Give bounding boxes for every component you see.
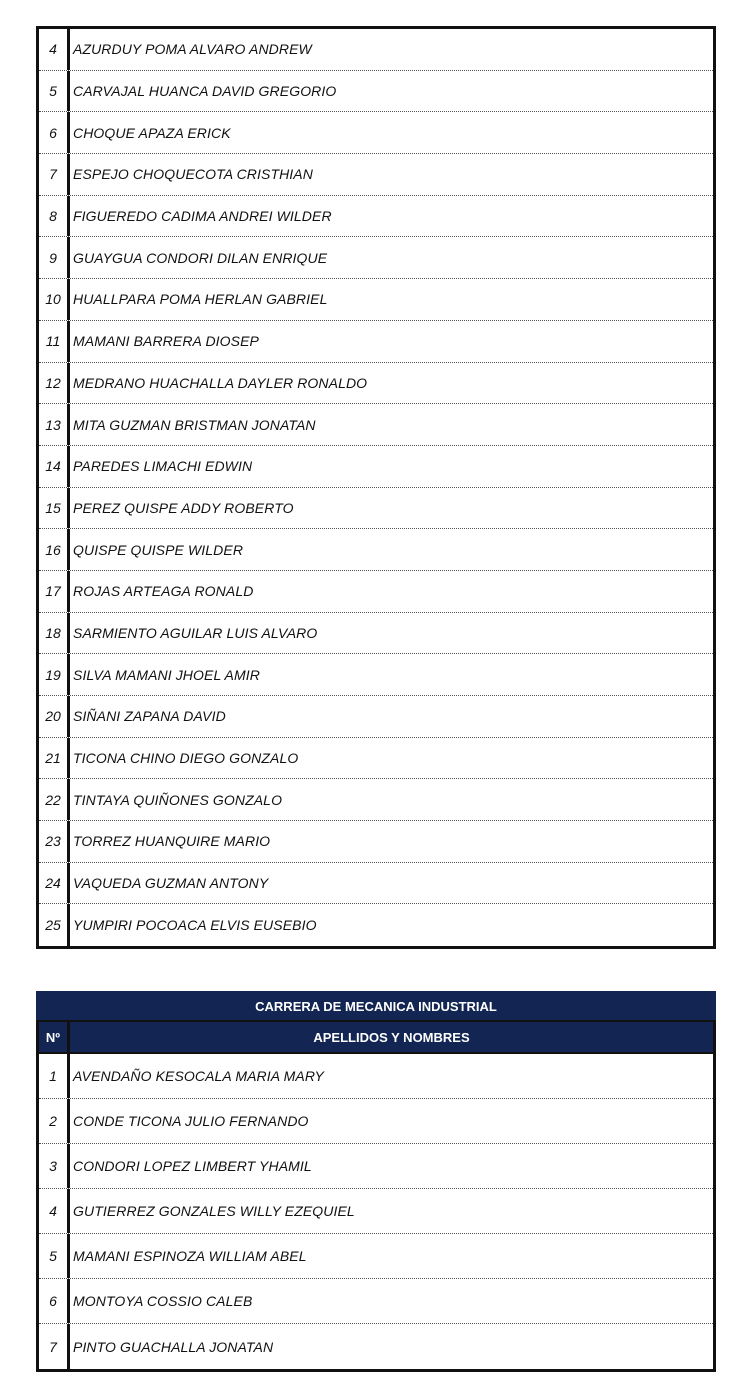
student-name: ESPEJO CHOQUECOTA CRISTHIAN: [73, 166, 313, 183]
table-row: [39, 321, 713, 363]
table-row: [39, 904, 713, 946]
row-number: 18: [39, 613, 70, 654]
student-name: PINTO GUACHALLA JONATAN: [73, 1338, 274, 1355]
row-number: 1: [39, 1054, 70, 1098]
table-row: [39, 696, 713, 738]
row-number: 2: [39, 1099, 70, 1143]
student-name: FIGUEREDO CADIMA ANDREI WILDER: [73, 208, 332, 225]
student-name: CONDE TICONA JULIO FERNANDO: [73, 1113, 309, 1129]
row-number: 24: [39, 863, 70, 904]
table-header: [39, 1020, 713, 1054]
student-list-table-1: [36, 26, 716, 949]
table-row: [39, 196, 713, 238]
table-row: [39, 1144, 713, 1189]
student-name: YUMPIRI POCOACA ELVIS EUSEBIO: [73, 917, 317, 934]
student-name: MAMANI BARRERA DIOSEP: [73, 333, 259, 350]
table-row: [39, 1234, 713, 1279]
table-row: [39, 404, 713, 446]
row-number: 16: [39, 529, 70, 570]
row-number: 17: [39, 571, 70, 612]
row-number: 8: [39, 196, 70, 237]
table-row: [39, 446, 713, 488]
student-name: SILVA MAMANI JHOEL AMIR: [73, 666, 260, 683]
row-number: 22: [39, 779, 70, 820]
row-number: 4: [39, 29, 70, 70]
row-number: 7: [39, 1324, 70, 1369]
table-row: [39, 1279, 713, 1324]
student-name: PEREZ QUISPE ADDY ROBERTO: [73, 499, 294, 516]
table-row: [39, 738, 713, 780]
row-number: 11: [39, 321, 70, 362]
row-number: 6: [39, 112, 70, 153]
student-name: TINTAYA QUIÑONES GONZALO: [73, 791, 283, 808]
row-number: 20: [39, 696, 70, 737]
table-row: [39, 154, 713, 196]
table-row: [39, 112, 713, 154]
table-row: [39, 613, 713, 655]
table-row: [39, 571, 713, 613]
row-number: 19: [39, 654, 70, 695]
student-name: MAMANI ESPINOZA WILLIAM ABEL: [73, 1248, 307, 1264]
student-name: MEDRANO HUACHALLA DAYLER RONALDO: [73, 374, 368, 391]
row-number: 14: [39, 446, 70, 487]
student-name: MONTOYA COSSIO CALEB: [73, 1293, 253, 1309]
row-number: 10: [39, 279, 70, 320]
student-name: CONDORI LOPEZ LIMBERT YHAMIL: [73, 1158, 312, 1174]
student-name: PAREDES LIMACHI EDWIN: [73, 458, 253, 475]
student-name: CARVAJAL HUANCA DAVID GREGORIO: [73, 83, 337, 100]
row-number: 23: [39, 821, 70, 862]
table-row: [39, 821, 713, 863]
row-number: 15: [39, 488, 70, 529]
student-name: ROJAS ARTEAGA RONALD: [73, 583, 254, 600]
table-row: [39, 654, 713, 696]
row-number: 5: [39, 71, 70, 112]
student-name: HUALLPARA POMA HERLAN GABRIEL: [73, 291, 328, 308]
row-number: 3: [39, 1144, 70, 1188]
student-name: CHOQUE APAZA ERICK: [73, 124, 231, 141]
table-row: [39, 71, 713, 113]
table-row: [39, 1054, 713, 1099]
table-row: [39, 1099, 713, 1144]
row-number: 12: [39, 363, 70, 404]
table-title: CARRERA DE MECANICA INDUSTRIAL: [36, 991, 716, 1020]
table-row: [39, 237, 713, 279]
table-row: [39, 363, 713, 405]
student-name: GUTIERREZ GONZALES WILLY EZEQUIEL: [73, 1203, 355, 1219]
table-row: [39, 863, 713, 905]
student-name: TICONA CHINO DIEGO GONZALO: [73, 750, 299, 767]
row-number: 13: [39, 404, 70, 445]
header-name: APELLIDOS Y NOMBRES: [313, 1029, 470, 1045]
student-name: SARMIENTO AGUILAR LUIS ALVARO: [73, 624, 318, 641]
table-row: [39, 29, 713, 71]
student-name: SIÑANI ZAPANA DAVID: [73, 708, 226, 725]
table-row: [39, 488, 713, 530]
table-row: [39, 1324, 713, 1369]
table-row: [39, 779, 713, 821]
table-row: [39, 1189, 713, 1234]
student-name: AVENDAÑO KESOCALA MARIA MARY: [73, 1068, 324, 1084]
header-number: Nº: [39, 1022, 70, 1052]
student-list-table-mecanica: [36, 991, 716, 1372]
student-name: MITA GUZMAN BRISTMAN JONATAN: [73, 416, 316, 433]
row-number: 9: [39, 237, 70, 278]
row-number: 7: [39, 154, 70, 195]
row-number: 6: [39, 1279, 70, 1323]
student-name: QUISPE QUISPE WILDER: [73, 541, 244, 558]
row-number: 4: [39, 1189, 70, 1233]
row-number: 5: [39, 1234, 70, 1278]
table-row: [39, 529, 713, 571]
row-number: 25: [39, 904, 70, 946]
table-row: [39, 279, 713, 321]
student-name: GUAYGUA CONDORI DILAN ENRIQUE: [73, 249, 328, 266]
student-name: VAQUEDA GUZMAN ANTONY: [73, 875, 269, 892]
student-name: AZURDUY POMA ALVARO ANDREW: [73, 41, 312, 58]
student-name: TORREZ HUANQUIRE MARIO: [73, 833, 271, 850]
row-number: 21: [39, 738, 70, 779]
